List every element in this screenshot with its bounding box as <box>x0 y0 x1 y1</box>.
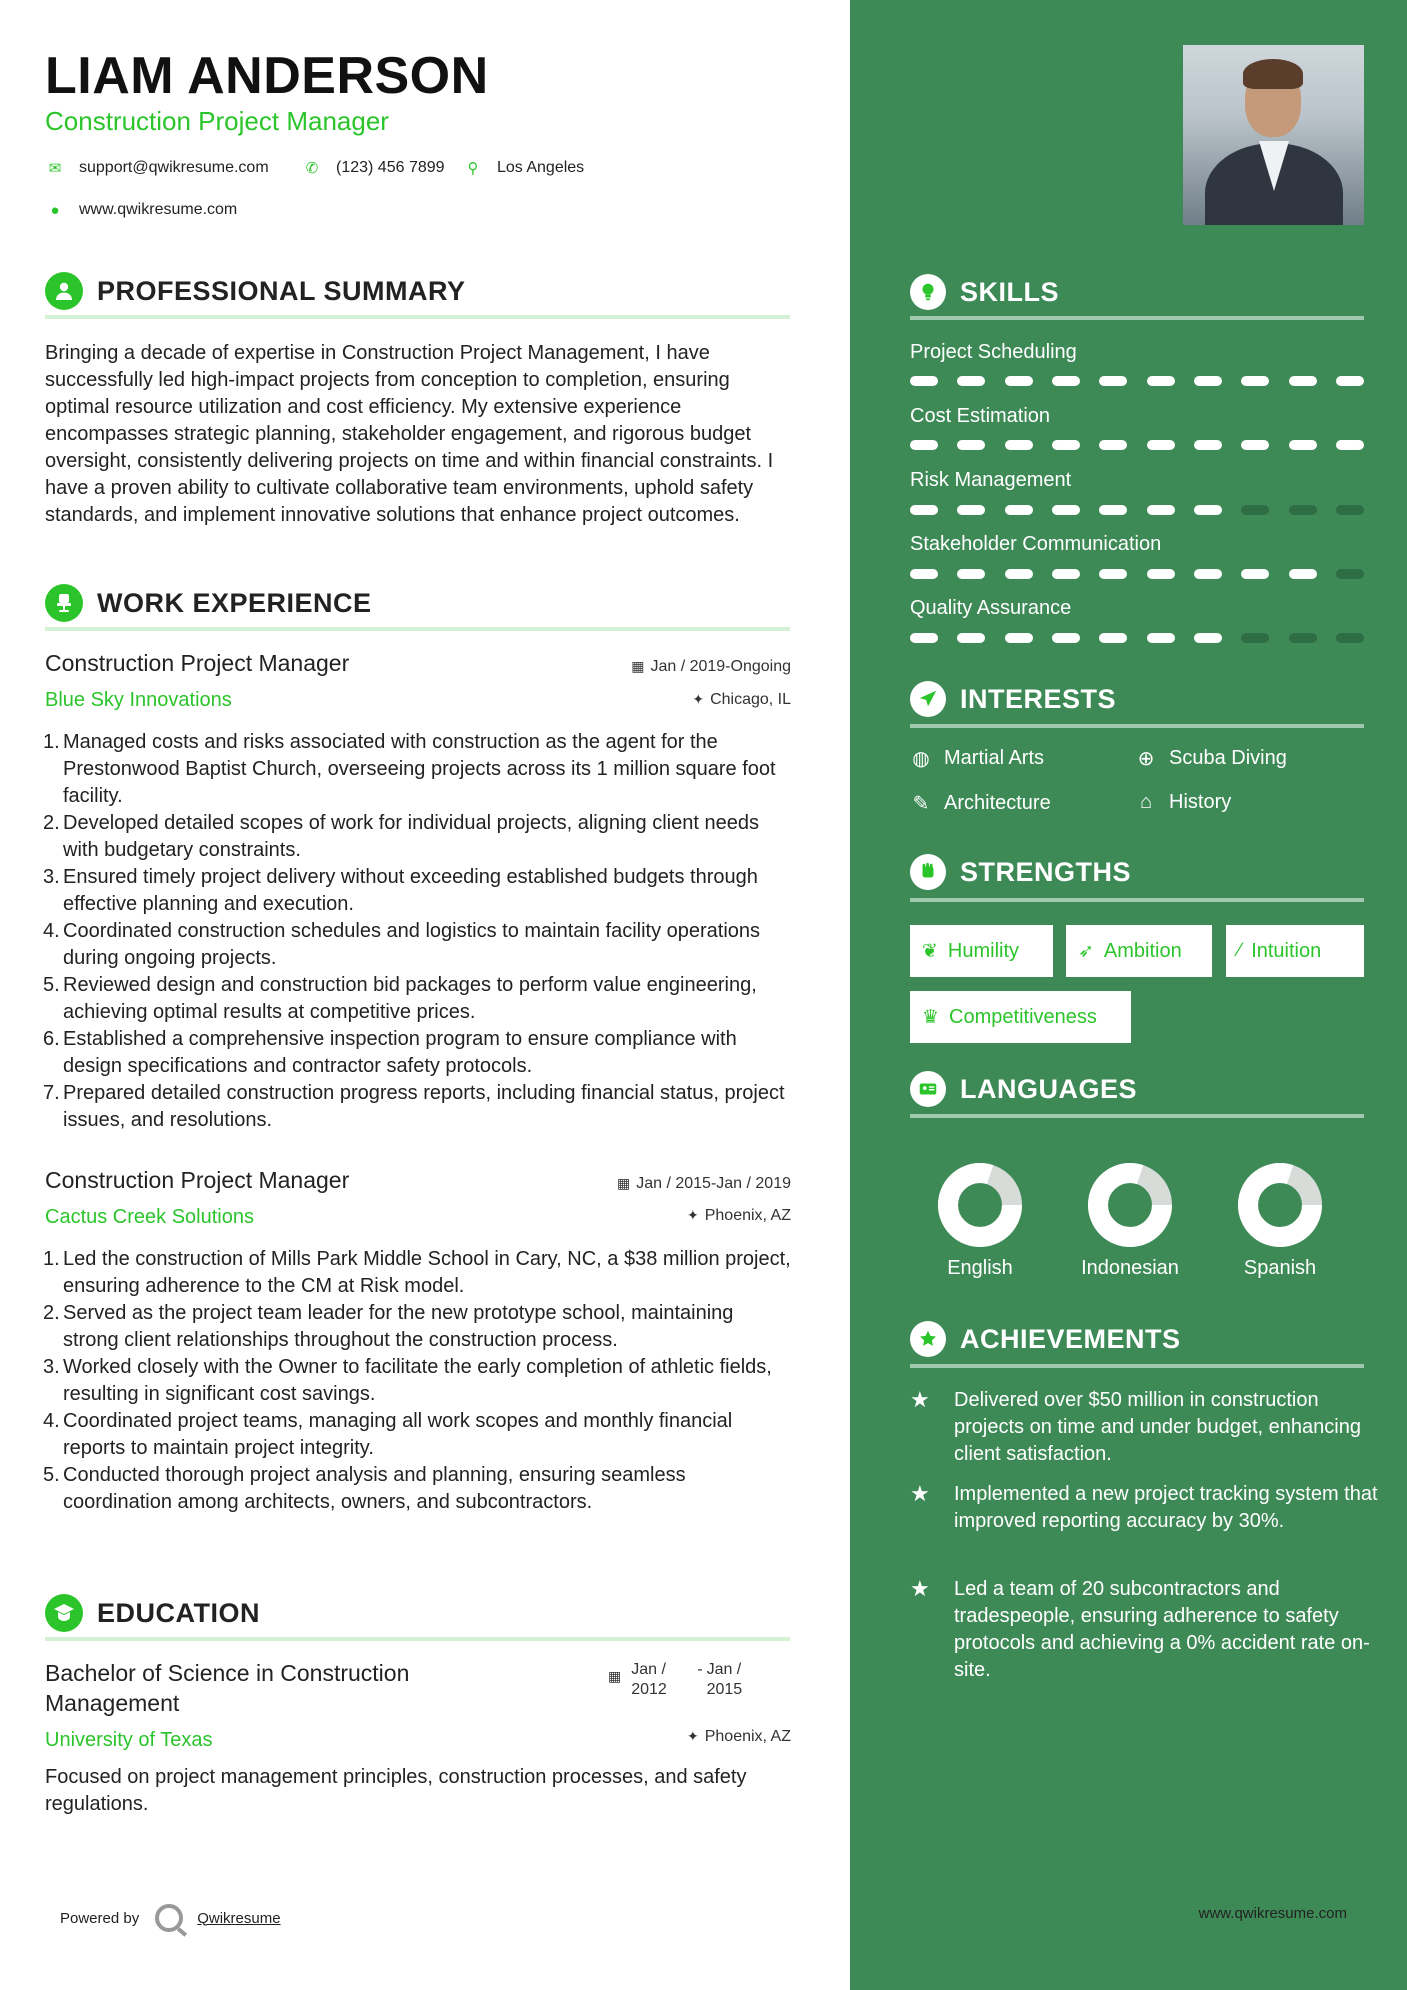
contact-location <box>463 159 584 177</box>
pin-icon: ✦ <box>686 1728 699 1744</box>
candidate-name: LIAM ANDERSON <box>45 47 489 105</box>
section-divider <box>45 315 790 319</box>
job-company: Blue Sky Innovations <box>45 689 232 711</box>
skill-dash <box>1241 376 1269 386</box>
skill-dash <box>910 569 938 579</box>
language-donut <box>925 1150 1035 1260</box>
skill-level-bar <box>910 440 1364 450</box>
skill-dash <box>1147 569 1175 579</box>
language-donut <box>1075 1150 1185 1260</box>
skill-dash <box>1052 440 1080 450</box>
skill-dash <box>1005 440 1033 450</box>
skill-dash <box>910 440 938 450</box>
list-item: 2. Developed detailed scopes of work for individual projects, aligning client needs with budgetary constraints. <box>43 812 759 861</box>
section-divider <box>910 1114 1364 1118</box>
museum-icon: ⌂ <box>1139 791 1153 813</box>
interest-item: ⌂ History <box>1135 791 1231 814</box>
calendar-icon: ▦ <box>631 658 645 674</box>
shooting-star-icon: ★ <box>910 1481 930 1506</box>
languages-heading: LANGUAGES <box>910 1067 1364 1111</box>
skill-dash <box>1289 569 1317 579</box>
achievement-item: ★ Delivered over $50 million in construction projects on time and under budget, enhancing client satisfaction. <box>910 1387 1380 1468</box>
interest-item: ✎ Architecture <box>910 791 1051 816</box>
pin-icon: ✦ <box>686 1207 699 1223</box>
skill-dash <box>1052 376 1080 386</box>
skill-name: Stakeholder Communication <box>910 533 1162 555</box>
section-divider <box>910 724 1364 728</box>
list-item: 1. Managed costs and risks associated with construction as the agent for the Prestonwood Baptist Church, overseeing projects across its 1 million square foot facility. <box>43 731 776 807</box>
list-item: 4. Coordinated project teams, managing all work scopes and monthly financial reports to maintain project integrity. <box>43 1410 733 1459</box>
lightbulb-icon <box>910 274 946 310</box>
calendar-icon: ▦ <box>616 1175 631 1191</box>
skill-name: Risk Management <box>910 469 1072 491</box>
id-card-icon <box>910 1071 946 1107</box>
shooting-star-icon: ★ <box>910 1387 930 1412</box>
website-text: www.qwikresume.com <box>79 201 238 218</box>
skill-dash <box>1336 440 1364 450</box>
job-duties-list <box>45 1246 793 1516</box>
skill-dash <box>1336 569 1364 579</box>
section-divider <box>910 1364 1364 1368</box>
qwikresume-link[interactable]: Qwikresume <box>197 1909 281 1927</box>
interest-item: ◍ Martial Arts <box>910 746 1044 771</box>
graduate-icon <box>45 1594 83 1632</box>
achievements-heading: ACHIEVEMENTS <box>910 1317 1364 1361</box>
skill-level-bar <box>910 569 1364 579</box>
job-dates: ▦ Jan / 2019-Ongoing <box>631 658 791 675</box>
achievement-item: ★ Implemented a new project tracking system that improved reporting accuracy by 30%. <box>910 1481 1380 1535</box>
skill-dash <box>957 569 985 579</box>
skill-dash <box>957 633 985 643</box>
qwikresume-logo-icon <box>155 1904 183 1932</box>
location-text: Los Angeles <box>497 159 585 176</box>
language-name: Spanish <box>1243 1257 1317 1279</box>
language-name: English <box>947 1257 1013 1279</box>
section-divider <box>45 1637 790 1641</box>
skill-dash <box>1052 505 1080 515</box>
contact-email[interactable] <box>45 159 269 177</box>
shooting-star-icon: ★ <box>910 1576 930 1601</box>
skill-dash <box>957 505 985 515</box>
skill-dash <box>910 376 938 386</box>
map-pin-icon: ⚲ <box>467 160 479 177</box>
list-item: 7. Prepared detailed construction progress reports, including financial status, project issues, and resolutions. <box>43 1082 785 1131</box>
skill-dash <box>1005 376 1033 386</box>
interests-heading: INTERESTS <box>910 677 1364 721</box>
skill-dash <box>1194 505 1222 515</box>
powered-by: Powered by Qwikresume <box>60 1904 281 1932</box>
strength-tag: ♛ Competitiveness <box>910 991 1131 1043</box>
job-dates: ▦ Jan / 2015-Jan / 2019 <box>616 1175 791 1192</box>
star-badge-icon <box>910 1321 946 1357</box>
phone-icon: ✆ <box>305 160 319 177</box>
sidebar <box>850 0 1407 1990</box>
list-item: 2. Served as the project team leader for the new prototype school, maintaining strong client relationships throughout the construction process. <box>43 1302 734 1351</box>
summary-text: Bringing a decade of expertise in Construction Project Management, I have successfully led high-impact projects from conception to completion, ensuring optimal resource utilization and cost efficiency. My extensive experience encompasses strategic planning, stakeholder engagement, and rigorous budget oversight, consistently delivering projects on time and within financial constraints. I have a proven ability to cultivate collaborative team environments, uphold safety standards, and implement innovative solutions that enhance project outcomes. <box>45 342 774 526</box>
skill-dash <box>1241 440 1269 450</box>
job-role: Construction Project Manager <box>45 1167 350 1193</box>
skill-dash <box>1147 440 1175 450</box>
magic-wand-icon: ⁄ <box>1238 940 1242 961</box>
language-name: Indonesian <box>1081 1257 1179 1279</box>
education-dates: ▦ Jan / 2012 - Jan / 2015 <box>608 1661 743 1698</box>
section-divider <box>910 898 1364 902</box>
list-item: 5. Reviewed design and construction bid packages to perform value engineering, achieving optimal results at competitive prices. <box>43 974 757 1023</box>
email-text: support@qwikresume.com <box>79 159 269 176</box>
skill-level-bar <box>910 376 1364 386</box>
envelope-icon: ✉ <box>48 160 62 177</box>
summary-heading: PROFESSIONAL SUMMARY <box>45 268 790 314</box>
skill-dash <box>1099 440 1127 450</box>
skill-dash <box>1289 440 1317 450</box>
skill-dash <box>1052 633 1080 643</box>
strengths-heading: STRENGTHS <box>910 850 1364 894</box>
skill-dash <box>910 633 938 643</box>
skill-dash <box>1099 376 1127 386</box>
footer-url[interactable]: www.qwikresume.com <box>1198 1905 1347 1922</box>
achievement-item: ★ Led a team of 20 subcontractors and tradespeople, ensuring adherence to safety protocols and achieving a 0% accident rate on-site. <box>910 1576 1380 1684</box>
experience-heading: WORK EXPERIENCE <box>45 580 790 626</box>
globe-icon: ◍ <box>912 748 930 770</box>
pin-icon: ✦ <box>692 691 705 707</box>
phone-text: (123) 456 7899 <box>336 159 445 176</box>
skill-dash <box>1336 633 1364 643</box>
globe-icon: ● <box>50 201 60 219</box>
list-item: 3. Ensured timely project delivery without exceeding established budgets through effective planning and execution. <box>43 866 758 915</box>
list-item: 3. Worked closely with the Owner to facilitate the early completion of athletic fields, resulting in significant cost savings. <box>43 1356 772 1405</box>
skill-dash <box>1194 633 1222 643</box>
list-item: 4. Coordinated construction schedules and logistics to maintain facility operations during ongoing projects. <box>43 920 761 969</box>
skill-dash <box>957 376 985 386</box>
candidate-title: Construction Project Manager <box>45 106 389 136</box>
section-divider <box>45 627 790 631</box>
rocket-icon: ➶ <box>1078 940 1094 962</box>
skill-dash <box>1289 633 1317 643</box>
job-duties-list <box>45 729 793 1134</box>
language-donut <box>1225 1150 1335 1260</box>
skill-dash <box>1005 569 1033 579</box>
skill-level-bar <box>910 505 1364 515</box>
skill-dash <box>1099 633 1127 643</box>
degree-title: Bachelor of Science in Construction Management <box>45 1660 410 1716</box>
skill-name: Quality Assurance <box>910 597 1072 619</box>
skill-dash <box>1289 505 1317 515</box>
contact-phone[interactable] <box>302 159 445 177</box>
skill-dash <box>1194 440 1222 450</box>
skill-name: Project Scheduling <box>910 341 1077 363</box>
skill-level-bar <box>910 633 1364 643</box>
skill-dash <box>1241 505 1269 515</box>
strength-tag: ⁄ Intuition <box>1226 925 1364 977</box>
leaf-icon: ❦ <box>922 940 938 962</box>
skill-dash <box>1147 376 1175 386</box>
skill-dash <box>1005 633 1033 643</box>
skill-dash <box>1099 505 1127 515</box>
paper-plane-icon <box>910 681 946 717</box>
skill-dash <box>1336 505 1364 515</box>
skill-dash <box>1289 376 1317 386</box>
skills-heading: SKILLS <box>910 270 1364 314</box>
skill-dash <box>1052 569 1080 579</box>
trophy-icon: ♛ <box>922 1006 940 1028</box>
job-location: ✦ Chicago, IL <box>692 691 791 708</box>
job-location: ✦ Phoenix, AZ <box>686 1207 791 1224</box>
skill-dash <box>1099 569 1127 579</box>
fist-icon <box>910 854 946 890</box>
strength-tag: ➶ Ambition <box>1066 925 1212 977</box>
education-heading: EDUCATION <box>45 1590 790 1636</box>
interest-item: ⊕ Scuba Diving <box>1135 746 1287 771</box>
skill-dash <box>910 505 938 515</box>
calendar-icon: ▦ <box>608 1668 622 1684</box>
skill-dash <box>1147 633 1175 643</box>
skill-dash <box>1241 633 1269 643</box>
strength-tag: ❦ Humility <box>910 925 1053 977</box>
ruler-icon: ✎ <box>912 793 930 815</box>
lifebuoy-icon: ⊕ <box>1137 748 1155 770</box>
list-item: 1. Led the construction of Mills Park Middle School in Cary, NC, a $38 million project, ensuring adherence to the CM at Risk model. <box>43 1248 791 1297</box>
skill-dash <box>1336 376 1364 386</box>
skill-dash <box>957 440 985 450</box>
contact-website[interactable] <box>45 201 237 219</box>
school-name: University of Texas <box>45 1729 213 1751</box>
skill-name: Cost Estimation <box>910 405 1051 427</box>
education-description: Focused on project management principles, construction processes, and safety regulations. <box>45 1766 747 1815</box>
section-divider <box>910 316 1364 320</box>
list-item: 5. Conducted thorough project analysis and planning, ensuring seamless coordination among architects, owners, and subcontractors. <box>43 1464 686 1513</box>
skill-dash <box>1194 569 1222 579</box>
job-role: Construction Project Manager <box>45 650 350 676</box>
chair-icon <box>45 584 83 622</box>
list-item: 6. Established a comprehensive inspection program to ensure compliance with design specifications and contractor safety protocols. <box>43 1028 737 1077</box>
job-company: Cactus Creek Solutions <box>45 1206 254 1228</box>
user-icon <box>45 272 83 310</box>
skill-dash <box>1194 376 1222 386</box>
skill-dash <box>1005 505 1033 515</box>
skill-dash <box>1147 505 1175 515</box>
skill-dash <box>1241 569 1269 579</box>
profile-photo <box>1183 45 1364 225</box>
education-location: ✦ Phoenix, AZ <box>686 1728 791 1745</box>
